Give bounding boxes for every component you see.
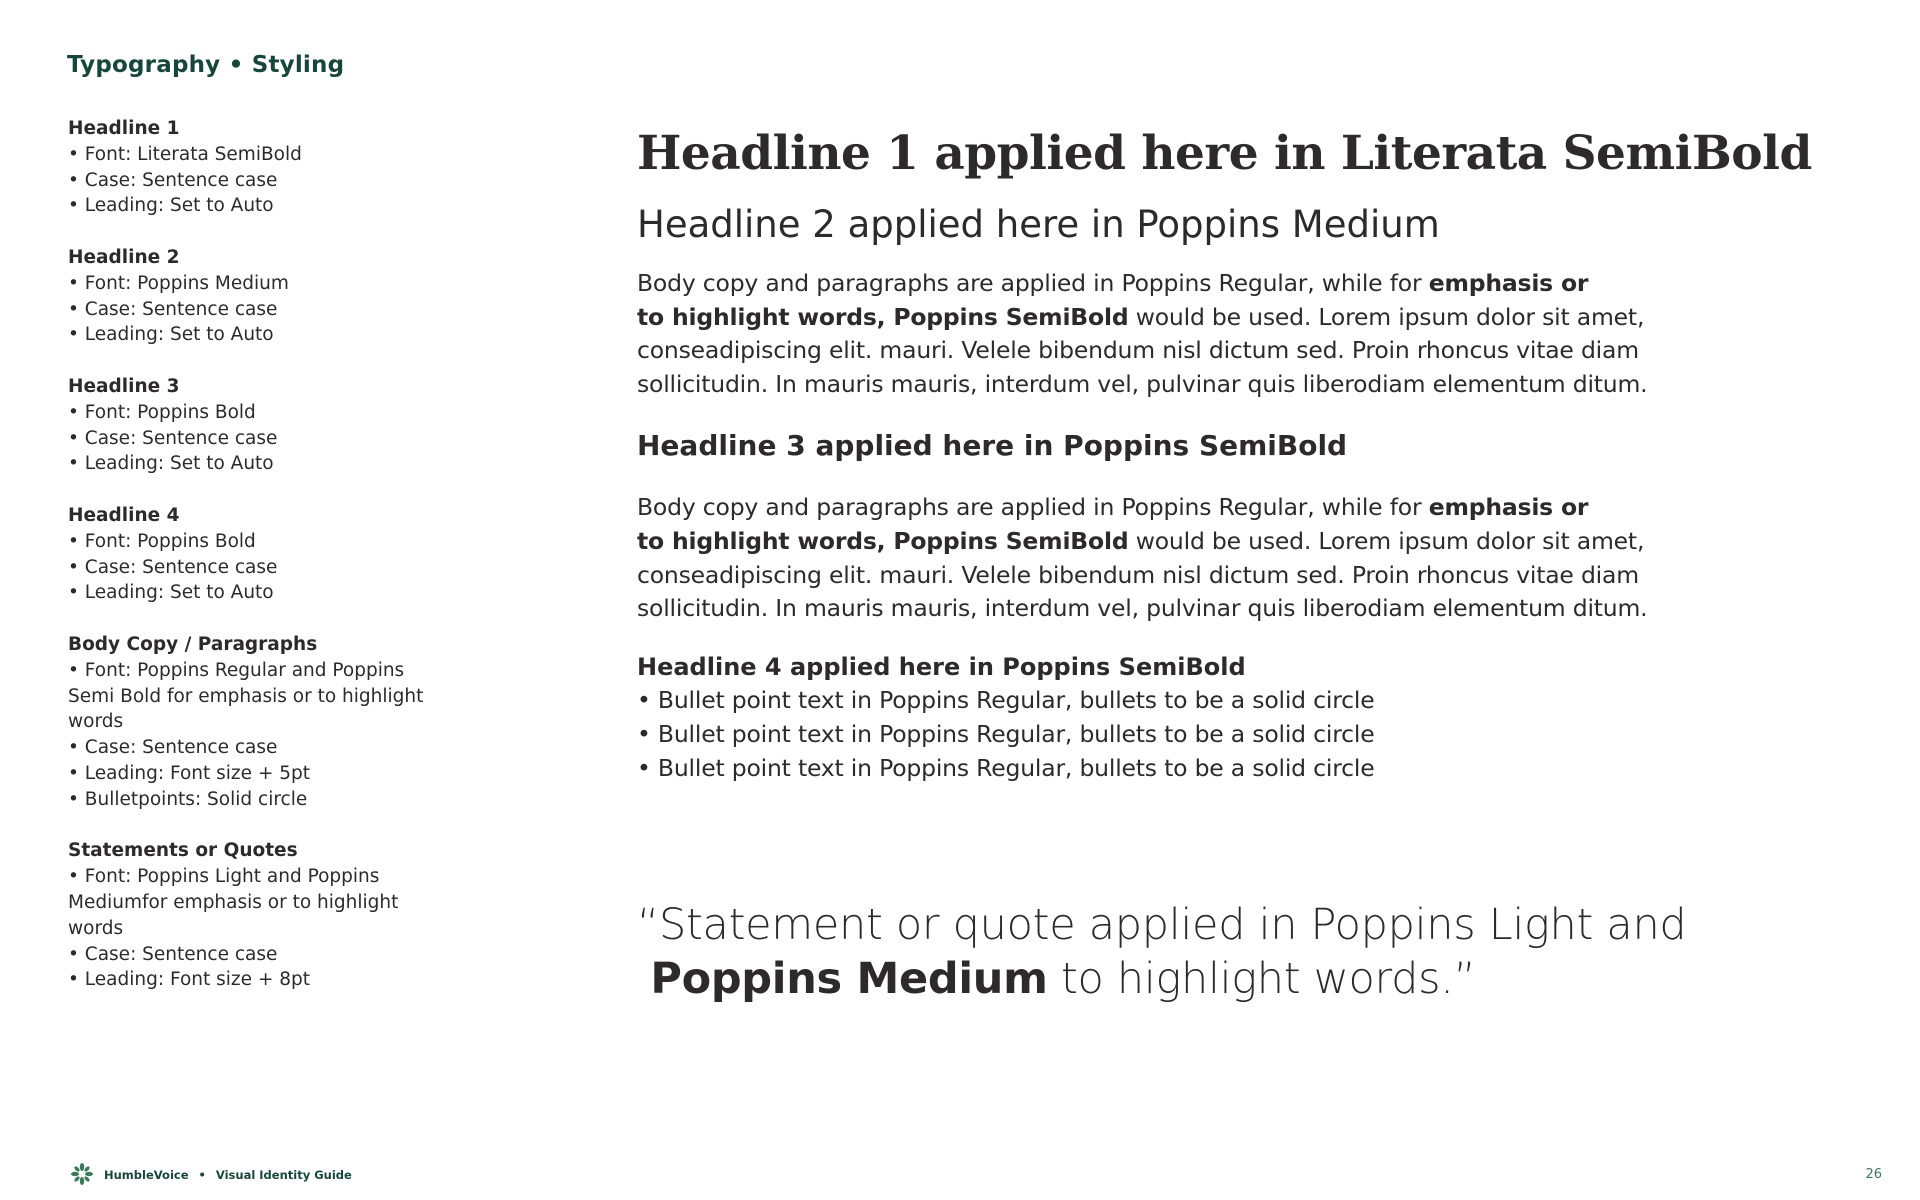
headline-1-sample: Headline 1 applied here in Literata SemiBold bbox=[637, 126, 1812, 181]
body-line bbox=[637, 491, 1797, 525]
body-emphasis: to highlight words, Poppins SemiBold bbox=[637, 526, 1129, 555]
spec-heading: Headline 2 bbox=[68, 246, 180, 268]
spec-line: • Font: Poppins Bold bbox=[68, 401, 256, 423]
bullet-item: • Bullet point text in Poppins Regular, bullets to be a solid circle bbox=[637, 719, 1375, 748]
headline-3-sample: Headline 3 applied here in Poppins SemiBold bbox=[637, 429, 1348, 463]
spec-line: • Case: Sentence case bbox=[68, 169, 278, 191]
quote-line bbox=[637, 952, 1837, 1006]
quote-emphasis: Poppins Medium bbox=[650, 954, 1048, 1004]
section-title: Typography • Styling bbox=[67, 52, 345, 78]
spec-line: Mediumfor emphasis or to highlight bbox=[68, 891, 399, 913]
footer-doc-title: Visual Identity Guide bbox=[215, 1168, 352, 1182]
spec-line: • Font: Poppins Regular and Poppins bbox=[68, 659, 405, 681]
spec-line: • Case: Sentence case bbox=[68, 298, 278, 320]
footer-separator: • bbox=[198, 1168, 206, 1182]
headline-4-sample: Headline 4 applied here in Poppins SemiBold bbox=[637, 652, 1246, 681]
body-line: conseadipiscing elit. mauri. Velele bibendum nisl dictum sed. Proin rhoncus vitae diam bbox=[637, 560, 1639, 589]
spec-block bbox=[68, 503, 468, 606]
spec-block bbox=[68, 374, 468, 477]
headline-2-sample: Headline 2 applied here in Poppins Medium bbox=[637, 203, 1440, 246]
body-line bbox=[637, 525, 1797, 559]
spec-line: • Font: Literata SemiBold bbox=[68, 143, 302, 165]
body-line: sollicitudin. In mauris mauris, interdum vel, pulvinar quis liberodiam elementum ditum. bbox=[637, 369, 1648, 398]
spec-line: • Case: Sentence case bbox=[68, 737, 278, 759]
quote-sample bbox=[637, 898, 1837, 1006]
body-emphasis: emphasis or bbox=[1428, 493, 1589, 522]
spec-heading: Headline 4 bbox=[68, 504, 180, 526]
spec-line: • Leading: Set to Auto bbox=[68, 324, 274, 346]
spec-line: Semi Bold for emphasis or to highlight bbox=[68, 685, 424, 707]
footer-brand: HumbleVoice bbox=[104, 1168, 189, 1182]
body-line bbox=[637, 301, 1797, 335]
spec-heading: Statements or Quotes bbox=[68, 840, 298, 862]
spec-line: • Leading: Set to Auto bbox=[68, 582, 274, 604]
body-text: Body copy and paragraphs are applied in Poppins Regular, while for bbox=[637, 269, 1429, 297]
spec-line: • Case: Sentence case bbox=[68, 427, 278, 449]
body-text: would be used. Lorem ipsum dolor sit amet, bbox=[1128, 302, 1645, 331]
body-emphasis: emphasis or bbox=[1428, 269, 1589, 297]
spec-line: • Font: Poppins Bold bbox=[68, 530, 256, 552]
spec-line: • Font: Poppins Medium bbox=[68, 272, 289, 294]
flower-logo-icon bbox=[70, 1162, 94, 1189]
spec-line: • Leading: Font size + 8pt bbox=[68, 969, 311, 991]
body-copy-sample-2 bbox=[637, 491, 1797, 625]
spec-line: • Leading: Set to Auto bbox=[68, 195, 274, 217]
spec-block bbox=[68, 245, 468, 348]
spec-line: • Case: Sentence case bbox=[68, 943, 278, 965]
bullet-item: • Bullet point text in Poppins Regular, bullets to be a solid circle bbox=[637, 686, 1375, 715]
spec-line: • Leading: Font size + 5pt bbox=[68, 762, 311, 784]
quote-text: to highlight words.” bbox=[1047, 954, 1476, 1004]
spec-heading: Headline 1 bbox=[68, 118, 180, 139]
spec-line: • Font: Poppins Light and Poppins bbox=[68, 866, 380, 888]
spec-line: words bbox=[68, 917, 124, 939]
bullet-list-sample bbox=[637, 684, 1797, 785]
spec-heading: Headline 3 bbox=[68, 375, 180, 397]
typography-samples bbox=[637, 124, 1812, 785]
spec-line: words bbox=[68, 711, 124, 733]
body-text: would be used. Lorem ipsum dolor sit amet, bbox=[1128, 526, 1645, 555]
spec-list bbox=[68, 116, 468, 1019]
bullet-item: • Bullet point text in Poppins Regular, bullets to be a solid circle bbox=[637, 753, 1375, 782]
spec-heading: Body Copy / Paragraphs bbox=[68, 633, 318, 655]
page-number: 26 bbox=[1865, 1167, 1882, 1182]
body-line: conseadipiscing elit. mauri. Velele bibendum nisl dictum sed. Proin rhoncus vitae diam bbox=[637, 336, 1639, 365]
body-copy-sample-1 bbox=[637, 267, 1797, 401]
spec-block bbox=[68, 116, 468, 219]
body-line bbox=[637, 267, 1797, 301]
spec-block bbox=[68, 632, 468, 813]
body-line: sollicitudin. In mauris mauris, interdum vel, pulvinar quis liberodiam elementum ditum. bbox=[637, 594, 1648, 623]
spec-block bbox=[68, 838, 468, 993]
footer bbox=[70, 1163, 352, 1187]
quote-line: “Statement or quote applied in Poppins Light and bbox=[637, 900, 1687, 950]
body-text: Body copy and paragraphs are applied in Poppins Regular, while for bbox=[637, 493, 1429, 522]
spec-line: • Leading: Set to Auto bbox=[68, 453, 274, 475]
spec-line: • Bulletpoints: Solid circle bbox=[68, 788, 308, 810]
spec-line: • Case: Sentence case bbox=[68, 556, 278, 578]
body-emphasis: to highlight words, Poppins SemiBold bbox=[637, 302, 1129, 331]
